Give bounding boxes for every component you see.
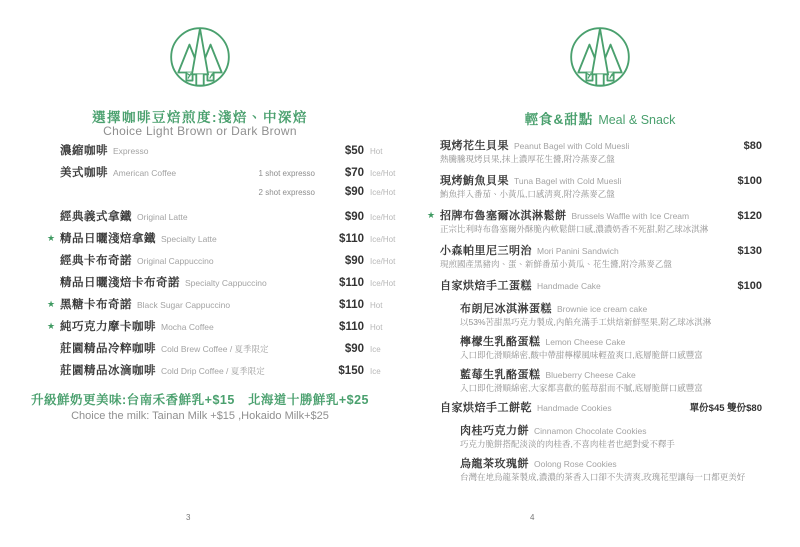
item-name-en: Black Sugar Cappuccino [137, 300, 231, 310]
item-description: 巧克力脆餅搭配淡淡的肉桂香,不喜肉桂者也絕對愛不釋手 [460, 439, 675, 449]
snack-item-block [460, 366, 762, 394]
item-name-zh: 精品日曬淺焙卡布奇諾 [60, 277, 180, 289]
item-description: 入口即化滑順綿密,大家都喜歡的藍莓甜而不膩,底層脆餅口感豐富 [460, 383, 703, 393]
item-name-zh: 烏龍茶玫瑰餅 [460, 458, 529, 470]
item-temperature-label: Ice [370, 345, 381, 354]
item-price: $70 [344, 167, 364, 179]
item-name-zh: 肉桂巧克力餅 [460, 425, 529, 437]
brand-logo-icon [169, 26, 231, 88]
snack-list [427, 137, 762, 488]
item-description: 現煎國產黑豬肉、蛋、新鮮番茄小黃瓜、花生醬,附冷燕麥乙盤 [440, 259, 672, 269]
item-name-en: Handmade Cookies [537, 403, 612, 413]
snack-item-title-line [440, 399, 762, 415]
coffee-item-row [60, 164, 397, 186]
milk-note-en: Choice the milk: Tainan Milk +$15 ,Hokaido Milk+$25 [71, 410, 329, 422]
coffee-item-row [60, 274, 397, 296]
item-shot-note: 2 shot expresso [258, 188, 315, 197]
coffee-list [47, 142, 397, 384]
item-name-en: Handmade Cake [537, 281, 601, 291]
item-name-zh: 經典卡布奇諾 [60, 255, 132, 267]
coffee-item-row [60, 208, 397, 230]
snack-item-title-line [427, 207, 762, 223]
item-temperature-label: Ice/Hot [370, 169, 396, 178]
page-number-left: 3 [186, 513, 191, 522]
item-name-zh: 小森帕里尼三明治 [440, 245, 532, 257]
coffee-heading-en: Choice Light Brown or Dark Brown [103, 124, 297, 138]
snack-item-block [440, 277, 762, 293]
item-name-en: Mori Panini Sandwich [537, 246, 619, 256]
item-name-en: Cold Drip Coffee / 夏季限定 [161, 366, 265, 376]
coffee-item-row [60, 142, 397, 164]
snack-item-block [460, 422, 762, 450]
item-description: 台灣在地烏龍茶製成,濃濃的茶香入口卻不失清爽,玫瑰花型讓每一口都更美好 [460, 472, 746, 482]
snack-item-block [440, 172, 762, 200]
item-description: 鮪魚拌入番茄、小黃瓜,口感清爽,附冷燕麥乙盤 [440, 189, 615, 199]
item-description: 正宗比利時布魯塞爾外酥脆內軟鬆餅口感,濃濃奶香不死甜,附乙球冰淇淋 [440, 224, 709, 234]
item-price: 單份$45 雙份$80 [689, 403, 762, 414]
item-name-en: Mocha Coffee [161, 322, 214, 332]
coffee-heading-zh: 選擇咖啡豆焙煎度:淺焙、中深焙 [92, 110, 308, 125]
item-temperature-label: Ice/Hot [370, 235, 396, 244]
item-name-en: American Coffee [113, 168, 177, 178]
item-name-en: Original Cappuccino [137, 256, 214, 266]
item-name-en: Specialty Latte [161, 234, 217, 244]
featured-star-icon: ★ [47, 233, 56, 243]
item-temperature-label: Hot [370, 147, 383, 156]
item-name-zh: 自家烘焙手工蛋糕 [440, 280, 532, 292]
brand-logo-icon [569, 26, 631, 88]
coffee-item-row [60, 340, 397, 362]
milk-upgrade-note [0, 390, 400, 422]
item-price: $150 [338, 365, 364, 377]
item-name-en: Blueberry Cheese Cake [545, 370, 636, 380]
item-temperature-label: Ice/Hot [370, 188, 396, 197]
item-name-zh: 美式咖啡 [60, 167, 108, 179]
coffee-item-row [60, 362, 397, 384]
item-name-en: Lemon Cheese Cake [545, 337, 626, 347]
item-name-zh: 現烤鮪魚貝果 [440, 175, 509, 187]
item-temperature-label: Hot [370, 323, 383, 332]
snack-item-title-line [460, 300, 762, 316]
item-name-zh: 精品日曬淺焙拿鐵 [60, 233, 156, 245]
item-name-en: Oolong Rose Cookies [534, 459, 617, 469]
snack-item-title-line [460, 366, 762, 382]
snack-item-block [427, 207, 762, 235]
item-name-zh: 現烤花生貝果 [440, 140, 509, 152]
item-name-zh: 檸檬生乳酪蛋糕 [460, 336, 541, 348]
snack-page [400, 0, 800, 547]
item-price: $120 [737, 210, 762, 222]
item-name-zh: 布朗尼冰淇淋蛋糕 [460, 303, 552, 315]
item-name-zh: 黑糖卡布奇諾 [60, 299, 132, 311]
item-price: $90 [344, 211, 364, 223]
item-name-en: Specialty Cappuccino [185, 278, 267, 288]
snack-item-title-line [440, 242, 762, 258]
item-price: $110 [339, 277, 364, 289]
item-name-en: Peanut Bagel with Cold Muesli [514, 141, 630, 151]
item-price: $110 [339, 299, 364, 311]
item-price: $100 [737, 175, 762, 187]
snack-item-title-line [440, 172, 762, 188]
snack-heading-en: Meal & Snack [598, 113, 676, 127]
featured-star-icon: ★ [427, 210, 436, 220]
item-price: $50 [344, 145, 364, 157]
coffee-item-row [47, 296, 397, 318]
item-name-zh: 濃縮咖啡 [60, 145, 108, 157]
snack-item-title-line [440, 277, 762, 293]
item-name-zh: 純巧克力摩卡咖啡 [60, 321, 156, 333]
item-name-zh: 莊園精品冷粹咖啡 [60, 343, 156, 355]
item-name-en: Brownie ice cream cake [557, 304, 648, 314]
snack-item-block [440, 399, 762, 415]
snack-item-title-line [460, 455, 762, 471]
item-name-en: Tuna Bagel with Cold Muesli [514, 176, 622, 186]
item-name-zh: 藍莓生乳酪蛋糕 [460, 369, 541, 381]
item-price: $80 [743, 140, 762, 152]
snack-item-block [440, 242, 762, 270]
coffee-item-row [47, 230, 397, 252]
item-temperature-label: Ice/Hot [370, 279, 396, 288]
item-name-en: Expresso [113, 146, 149, 156]
item-price: $110 [339, 321, 364, 333]
item-name-en: Brussels Waffle with Ice Cream [571, 211, 690, 221]
item-price: $90 [344, 186, 364, 198]
item-name-en: Cold Brew Coffee / 夏季限定 [161, 344, 269, 354]
item-price: $110 [339, 233, 364, 245]
item-price: $90 [344, 255, 364, 267]
coffee-item-row [60, 186, 397, 208]
item-price: $100 [737, 280, 762, 292]
item-temperature-label: Ice [370, 367, 381, 376]
item-name-zh: 自家烘焙手工餅乾 [440, 402, 532, 414]
featured-star-icon: ★ [47, 299, 56, 309]
milk-note-zh: 升級鮮奶更美味:台南禾香鮮乳+$15 北海道十勝鮮乳+$25 [31, 393, 369, 407]
item-price: $90 [344, 343, 364, 355]
snack-item-block [460, 333, 762, 361]
item-description: 入口即化滑順綿密,酸中帶甜檸檬風味輕盈爽口,底層脆餅口感豐富 [460, 350, 703, 360]
item-name-en: Original Latte [137, 212, 188, 222]
snack-item-block [460, 455, 762, 483]
item-temperature-label: Ice/Hot [370, 213, 396, 222]
coffee-item-row [60, 252, 397, 274]
snack-item-title-line [440, 137, 762, 153]
item-description: 以53%苦甜黑巧克力製成,內餡充滿手工烘焙新鮮堅果,附乙球冰淇淋 [460, 317, 712, 327]
snack-item-title-line [460, 333, 762, 349]
item-name-zh: 經典義式拿鐵 [60, 211, 132, 223]
coffee-item-row [47, 318, 397, 340]
item-name-en: Cinnamon Chocolate Cookies [534, 426, 647, 436]
item-price: $130 [737, 245, 762, 257]
snack-item-block [440, 137, 762, 165]
snack-heading-zh: 輕食&甜點 [524, 112, 594, 127]
item-temperature-label: Ice/Hot [370, 257, 396, 266]
item-name-zh: 招牌布魯塞爾冰淇淋鬆餅 [440, 210, 567, 222]
snack-item-block [460, 300, 762, 328]
page-number-right: 4 [530, 513, 535, 522]
snack-heading [400, 108, 800, 129]
item-name-zh: 莊園精品冰滴咖啡 [60, 365, 156, 377]
featured-star-icon: ★ [47, 321, 56, 331]
snack-item-title-line [460, 422, 762, 438]
item-shot-note: 1 shot expresso [258, 169, 315, 178]
item-description: 熱騰騰現烤貝果,抹上濃厚花生醬,附冷燕麥乙盤 [440, 154, 615, 164]
item-temperature-label: Hot [370, 301, 383, 310]
